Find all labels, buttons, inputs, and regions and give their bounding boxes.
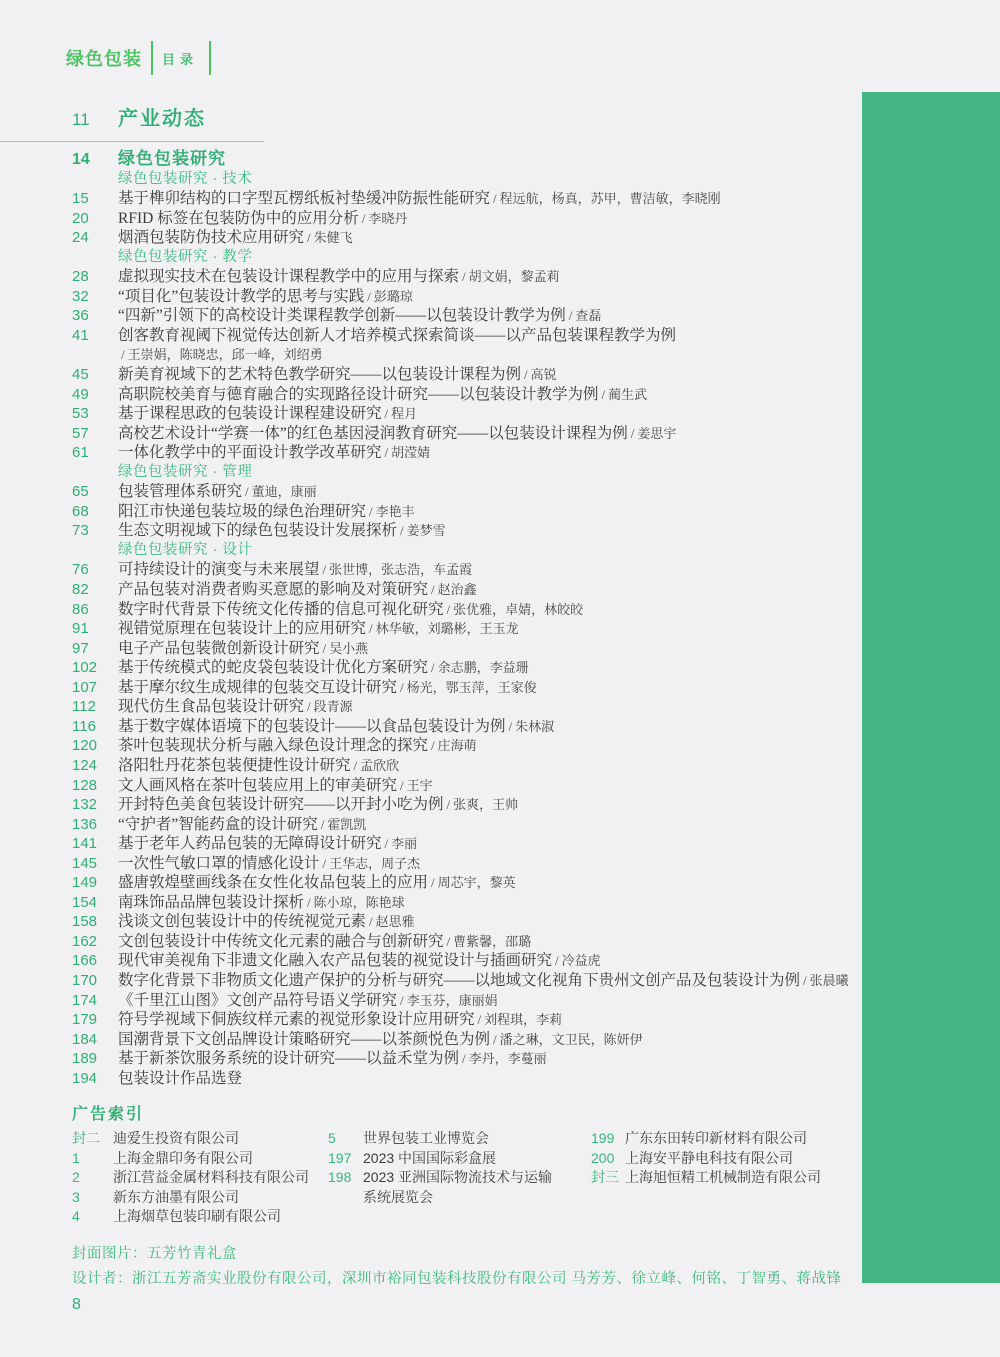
toc-entry-authors: 王华志，周子杰 (329, 855, 421, 871)
toc-author-separator: / (555, 953, 559, 969)
toc-entry (72, 658, 872, 678)
ad-company-name: 上海旭恒精工机械制造有限公司 (625, 1169, 821, 1186)
toc-entry (72, 209, 872, 229)
toc-entry (72, 189, 872, 209)
toc-author-separator: / (803, 972, 807, 988)
toc-entry-authors: 程远航，杨真，苏甲，曹洁敏，李晓刚 (499, 191, 721, 207)
ad-index-column-2 (328, 1129, 590, 1207)
toc-entry (72, 560, 872, 580)
toc-author-separator: / (322, 562, 327, 578)
toc-author-separator: / (431, 875, 435, 891)
toc-entry (72, 893, 872, 913)
toc-page-number: 73 (72, 522, 89, 540)
toc-entry (72, 1069, 872, 1089)
toc-entry-title: 基于榫卯结构的口字型瓦楞纸板衬垫缓冲防振性能研究 (118, 190, 491, 208)
toc-author-separator: / (400, 992, 404, 1008)
toc-entry-authors: 冷益虎 (561, 953, 601, 969)
toc-entry-authors: 林华敏，刘璐彬，王玉龙 (375, 621, 519, 637)
toc-entry (72, 639, 872, 659)
toc-entry (72, 932, 872, 952)
toc-page-number: 170 (72, 971, 98, 989)
toc-entry-authors: 赵思雅 (375, 914, 415, 930)
toc-entry-authors: 赵治鑫 (437, 582, 477, 598)
toc-page-number: 158 (72, 913, 98, 931)
ad-company-name: 系统展览会 (363, 1188, 433, 1205)
toc-subsection-title: 绿色包装研究 · 管理 (118, 463, 253, 480)
toc-page-number: 57 (72, 424, 89, 442)
toc-page-number: 112 (72, 698, 96, 716)
toc-author-separator: / (367, 288, 371, 304)
toc-entry-title: 浅谈文创包装设计中的传统视觉元素 (118, 913, 367, 931)
toc-page-number: 132 (72, 796, 98, 814)
toc-entry-title: 基于新茶饮服务系统的设计研究——以益禾堂为例 (118, 1050, 460, 1068)
toc-author-separator: / (369, 914, 373, 930)
toc-author-separator: / (462, 269, 466, 285)
ad-page-number: 197 (328, 1149, 352, 1166)
toc-entry-title: 包装设计作品选登 (118, 1069, 243, 1087)
toc-entry-authors: 李丽 (391, 836, 418, 852)
toc-page-number: 154 (72, 893, 98, 911)
toc-entry (72, 228, 872, 248)
toc-entry-authors: 董迪，康丽 (251, 484, 317, 500)
toc-entry-authors: 张世博，张志浩，车孟霞 (329, 562, 473, 578)
right-green-block (862, 92, 1000, 1283)
toc-entry-authors: 程月 (391, 406, 418, 422)
toc-page-number: 189 (72, 1050, 98, 1068)
toc-entry-title: 南珠饰品品牌包装设计探析 (118, 893, 305, 911)
ad-company-name: 2023 亚洲国际物流技术与运输 (363, 1169, 553, 1186)
toc-entry-title: 视错觉原理在包装设计上的应用研究 (118, 620, 367, 638)
toc-entry (72, 267, 872, 287)
ad-page-number: 封二 (72, 1130, 100, 1146)
toc-author-separator: / (369, 503, 373, 519)
toc-entry-authors: 周芯宇，黎英 (437, 875, 516, 891)
toc-entry-title: 产品包装对消费者购买意愿的影响及对策研究 (118, 581, 429, 599)
toc-entry (72, 736, 872, 756)
toc-entry-authors: 王宇 (406, 777, 433, 793)
toc-entry-authors-line (72, 345, 872, 365)
toc-page-number: 15 (72, 190, 89, 208)
toc-entry-title: 数字化背景下非物质文化遗产保护的分析与研究——以地域文化视角下贵州文创产品及包装设计为例 (118, 971, 801, 989)
toc-entry-authors: 蔺生武 (608, 386, 648, 402)
ad-index-row (591, 1168, 891, 1188)
toc-page-number: 11 (72, 110, 90, 129)
toc-entry-authors: 陈小琼，陈艳球 (313, 894, 405, 910)
toc-page-number: 36 (72, 307, 89, 325)
toc-entry-authors: 胡文娟，黎孟莉 (468, 269, 560, 285)
ad-page-number: 3 (72, 1188, 80, 1205)
toc-entry (72, 834, 872, 854)
toc-page-number: 145 (72, 854, 98, 872)
ad-index-title: 广告索引 (72, 1106, 145, 1123)
toc-entry-authors: 查磊 (575, 308, 602, 324)
toc-author-separator: / (400, 679, 404, 695)
toc-subsection (72, 170, 872, 190)
toc-entry-authors: 杨光，鄂玉萍，王家俊 (406, 679, 537, 695)
toc-page-number: 68 (72, 502, 89, 520)
toc-page-number: 166 (72, 952, 98, 970)
toc-author-separator: / (493, 191, 497, 207)
ad-page-number: 2 (72, 1169, 80, 1186)
ad-page-number: 198 (328, 1169, 352, 1186)
toc-entry (72, 404, 872, 424)
toc-author-separator: / (400, 777, 404, 793)
toc-page-number: 102 (72, 659, 98, 677)
toc-entry-title: 基于摩尔纹生成规律的包装交互设计研究 (118, 678, 398, 696)
toc-entry-authors: 霍凯凯 (327, 816, 367, 832)
ad-index-column-3 (591, 1129, 891, 1188)
toc-entry (72, 873, 872, 893)
toc-page-number: 45 (72, 366, 89, 384)
toc-author-separator: / (322, 855, 327, 871)
toc-entry (72, 326, 872, 346)
toc-entry-title: 基于传统模式的蛇皮袋包装设计优化方案研究 (118, 659, 429, 677)
toc-entry (72, 502, 872, 522)
ad-page-number: 5 (328, 1130, 336, 1146)
toc-page-number: 116 (72, 717, 96, 735)
toc-subsection (72, 541, 872, 561)
toc-section-title: 产业动态 (118, 108, 206, 130)
masthead (66, 38, 220, 78)
toc-author-separator: / (524, 367, 528, 383)
toc-page-number: 53 (72, 405, 89, 423)
toc-page-number: 24 (72, 229, 89, 247)
toc-author-separator: / (493, 1031, 497, 1047)
ad-page-number: 199 (591, 1130, 615, 1146)
toc-author-separator: / (121, 347, 125, 363)
toc-page-number: 20 (72, 209, 89, 227)
toc-entry (72, 521, 872, 541)
toc-entry (72, 306, 872, 326)
toc-author-separator: / (431, 660, 435, 676)
toc-entry (72, 678, 872, 698)
toc-entry-title: “守护者”智能药盒的设计研究 (118, 815, 318, 833)
ad-index-row (328, 1168, 590, 1188)
toc-entry-title: 烟酒包装防伪技术应用研究 (118, 229, 305, 247)
toc-section (72, 148, 872, 170)
toc-entry-authors: 李晓丹 (368, 210, 408, 226)
toc-author-separator: / (446, 797, 451, 813)
toc-entry-title: 电子产品包装微创新设计研究 (118, 639, 320, 657)
toc-subsection-title: 绿色包装研究 · 教学 (118, 248, 253, 265)
magazine-logo: 绿色包装 (66, 49, 142, 69)
toc-author-separator: / (446, 933, 451, 949)
section-divider-rule (0, 141, 264, 142)
toc-entry-title: 高校艺术设计“学赛一体”的红色基因浸润教育研究——以包装设计课程为例 (118, 424, 628, 442)
logo-divider-right (209, 41, 211, 75)
toc-entry (72, 854, 872, 874)
toc-entry-title: 基于数字媒体语境下的包装设计——以食品包装设计为例 (118, 717, 506, 735)
ad-index-row (328, 1149, 590, 1169)
toc-entry-title: 盛唐敦煌壁画线条在女性化妆品包装上的应用 (118, 874, 429, 892)
toc-author-separator: / (568, 308, 573, 324)
toc-subsection-title: 绿色包装研究 · 技术 (118, 170, 253, 187)
toc-page-number: 120 (72, 737, 98, 755)
ad-company-name: 浙江营益金属材料科技有限公司 (113, 1169, 309, 1186)
toc-entry (72, 717, 872, 737)
toc-entry-title: 一体化教学中的平面设计教学改革研究 (118, 444, 382, 462)
ad-company-name: 上海烟草包装印刷有限公司 (113, 1208, 281, 1225)
toc-entry (72, 600, 872, 620)
toc-entry (72, 1030, 872, 1050)
toc-author-separator: / (353, 757, 358, 773)
toc-entry-authors: 高锐 (530, 367, 557, 383)
toc-entry-authors: 李玉芬，康丽娟 (406, 992, 498, 1008)
toc-entry-authors: 余志鹏，李益珊 (437, 660, 529, 676)
toc-page-number: 82 (72, 581, 89, 599)
toc-entry-title: 现代审美视角下非遗文化融入农产品包装的视觉设计与插画研究 (118, 952, 553, 970)
ad-page-number: 4 (72, 1208, 80, 1225)
toc-entry-title: 开封特色美食包装设计研究——以开封小吃为例 (118, 796, 444, 814)
toc-page-number: 49 (72, 385, 89, 403)
ad-index-row (72, 1168, 330, 1188)
toc-entry-title: 现代仿生食品包装设计研究 (118, 698, 305, 716)
toc-page-number: 14 (72, 151, 90, 168)
toc-entry (72, 912, 872, 932)
toc-author-separator: / (431, 582, 435, 598)
toc-entry-authors: 曹紫馨，邵璐 (453, 933, 532, 949)
toc-entry-authors: 朱健飞 (313, 230, 353, 246)
toc-page-number: 107 (72, 678, 98, 696)
toc-entry-title: 洛阳牡丹花茶包装便捷性设计研究 (118, 756, 351, 774)
contents-label: 目录 (162, 51, 199, 67)
toc-page-number: 86 (72, 600, 89, 618)
toc-page-number: 97 (72, 639, 89, 657)
toc-entry-authors: 吴小燕 (329, 640, 369, 656)
toc-author-separator: / (384, 406, 389, 422)
toc-entry-title: 新美育视域下的艺术特色教学研究——以包装设计课程为例 (118, 366, 522, 384)
toc-page-number: 91 (72, 620, 89, 638)
toc-entry-authors: 李艳丰 (375, 503, 415, 519)
ad-index-row (591, 1129, 891, 1149)
toc-entry-title: 文人画风格在茶叶包装应用上的审美研究 (118, 776, 398, 794)
toc-entry-authors: 朱林淑 (515, 718, 555, 734)
ad-page-number: 封三 (591, 1169, 619, 1186)
toc-page-number: 162 (72, 932, 98, 950)
ad-index-row (72, 1207, 330, 1227)
toc-author-separator: / (477, 1012, 482, 1028)
toc-entry (72, 795, 872, 815)
toc-author-separator: / (361, 210, 366, 226)
cover-image-caption: 封面图片：五芳竹青礼盒 (72, 1246, 237, 1262)
toc-entry-title: 阳江市快递包装垃圾的绿色治理研究 (118, 502, 367, 520)
ad-index-row (72, 1188, 330, 1208)
toc-author-separator: / (400, 523, 404, 539)
ad-index-row (328, 1188, 590, 1208)
logo-divider-left (151, 41, 153, 75)
ad-company-name: 迪爱生投资有限公司 (113, 1130, 239, 1146)
toc-entry-authors: 潘之琳，文卫民，陈妍伊 (499, 1031, 643, 1047)
toc-entry (72, 619, 872, 639)
ad-company-name: 新东方油墨有限公司 (113, 1188, 239, 1205)
toc-entry-title: RFID 标签在包装防伪中的应用分析 (118, 209, 359, 227)
toc-page-number: 28 (72, 268, 89, 286)
toc-author-separator: / (369, 621, 373, 637)
toc-entry-authors: 张爽，王帅 (453, 797, 519, 813)
ad-company-name: 2023 中国国际彩盒展 (363, 1149, 497, 1166)
toc-author-separator: / (601, 386, 606, 402)
ad-index-row (72, 1149, 330, 1169)
toc-author-separator: / (307, 230, 311, 246)
toc-entry-authors: 李丹，李蔓丽 (468, 1051, 547, 1067)
toc-entry-title: 可持续设计的演变与未来展望 (118, 561, 320, 579)
toc-page-number: 41 (72, 326, 89, 344)
ad-page-number: 200 (591, 1149, 615, 1166)
toc-entry-title: 包装管理体系研究 (118, 483, 243, 501)
toc-entry-title: 基于课程思政的包装设计课程建设研究 (118, 405, 382, 423)
page-number: 8 (72, 1296, 81, 1313)
toc-entry-authors: 彭璐琼 (373, 288, 413, 304)
toc-entry (72, 424, 872, 444)
ad-page-number: 1 (72, 1149, 80, 1166)
toc-page-number: 141 (72, 835, 98, 853)
ad-company-name: 广东东田转印新材料有限公司 (625, 1130, 807, 1146)
toc-author-separator: / (245, 484, 249, 500)
toc-entry (72, 287, 872, 307)
toc-entry-title: “四新”引领下的高校设计类课程教学创新——以包装设计教学为例 (118, 307, 566, 325)
ad-index-row (72, 1129, 330, 1149)
toc-author-separator: / (320, 816, 325, 832)
toc-entry-authors: 张优雅，卓婧，林皎皎 (453, 601, 584, 617)
toc-page-number: 136 (72, 815, 98, 833)
toc-list (72, 148, 872, 1088)
toc-page-number: 174 (72, 991, 98, 1009)
toc-entry-authors: 张晨曦 (809, 972, 849, 988)
toc-entry (72, 697, 872, 717)
toc-subsection-title: 绿色包装研究 · 设计 (118, 541, 253, 558)
toc-entry-authors: 孟欣欣 (360, 757, 400, 773)
toc-entry (72, 1049, 872, 1069)
toc-entry (72, 991, 872, 1011)
toc-entry-title: 符号学视域下侗族纹样元素的视觉形象设计应用研究 (118, 1011, 475, 1029)
toc-entry-title: 创客教育视阈下视觉传达创新人才培养模式探索简谈——以产品包装课程教学为例 (118, 326, 677, 344)
toc-entry-title: 数字时代背景下传统文化传播的信息可视化研究 (118, 600, 444, 618)
ad-company-name: 上海金鼎印务有限公司 (113, 1149, 253, 1166)
toc-subsection (72, 248, 872, 268)
toc-page-number: 61 (72, 444, 89, 462)
toc-entry (72, 971, 872, 991)
toc-page-number: 179 (72, 1011, 98, 1029)
toc-author-separator: / (462, 1051, 466, 1067)
toc-author-separator: / (446, 601, 451, 617)
toc-author-separator: / (307, 699, 311, 715)
toc-entry-title: 高职院校美育与德育融合的实现路径设计研究——以包装设计教学为例 (118, 385, 599, 403)
toc-page-number: 76 (72, 561, 89, 579)
toc-entry-authors: 王崇娟，陈晓忠，邱一峰，刘绍勇 (127, 347, 323, 363)
toc-entry-title: 文创包装设计中传统文化元素的融合与创新研究 (118, 932, 444, 950)
toc-page-number: 32 (72, 287, 89, 305)
toc-entry (72, 756, 872, 776)
toc-entry (72, 443, 872, 463)
toc-page-number: 65 (72, 483, 89, 501)
toc-entry-title: 虚拟现实技术在包装设计课程教学中的应用与探索 (118, 268, 460, 286)
toc-entry-authors: 庄海萌 (437, 738, 477, 754)
toc-entry (72, 365, 872, 385)
toc-entry (72, 482, 872, 502)
toc-author-separator: / (630, 425, 635, 441)
toc-author-separator: / (384, 836, 389, 852)
toc-section-industry-news (72, 106, 206, 133)
toc-page-number: 128 (72, 776, 98, 794)
toc-entry (72, 815, 872, 835)
toc-subsection (72, 463, 872, 483)
toc-author-separator: / (384, 445, 389, 461)
toc-entry-title: 生态文明视域下的绿色包装设计发展探析 (118, 522, 398, 540)
toc-entry-title: “项目化”包装设计教学的思考与实践 (118, 287, 365, 305)
toc-author-separator: / (431, 738, 435, 754)
toc-author-separator: / (322, 640, 327, 656)
toc-page-number: 149 (72, 874, 98, 892)
toc-section-title: 绿色包装研究 (118, 149, 226, 168)
ad-company-name: 世界包装工业博览会 (363, 1130, 489, 1146)
toc-entry-authors: 姜梦雪 (406, 523, 446, 539)
toc-entry (72, 385, 872, 405)
toc-author-separator: / (508, 718, 513, 734)
toc-entry (72, 776, 872, 796)
toc-entry-title: 国潮背景下文创品牌设计策略研究——以茶颜悦色为例 (118, 1030, 491, 1048)
toc-entry-title: 《千里江山图》文创产品符号语义学研究 (118, 991, 398, 1009)
toc-entry-authors: 姜思宇 (637, 425, 677, 441)
toc-entry (72, 1010, 872, 1030)
toc-entry (72, 951, 872, 971)
toc-author-separator: / (307, 894, 311, 910)
toc-entry-authors: 刘程琪，李莉 (484, 1012, 563, 1028)
ad-index-row (591, 1149, 891, 1169)
toc-entry-authors: 段青源 (313, 699, 353, 715)
toc-entry (72, 580, 872, 600)
toc-entry-title: 茶叶包装现状分析与融入绿色设计理念的探究 (118, 737, 429, 755)
toc-page-number: 184 (72, 1030, 98, 1048)
ad-index-row (328, 1129, 590, 1149)
ad-company-name: 上海安平静电科技有限公司 (625, 1149, 793, 1166)
toc-entry-title: 一次性气敏口罩的情感化设计 (118, 854, 320, 872)
toc-page-number: 194 (72, 1069, 98, 1087)
toc-entry-authors: 胡滢婧 (391, 445, 431, 461)
toc-page-number: 124 (72, 756, 98, 774)
toc-entry-title: 基于老年人药品包装的无障碍设计研究 (118, 835, 382, 853)
designer-credit: 设计者：浙江五芳斋实业股份有限公司，深圳市裕同包装科技股份有限公司 马芳芳、徐立峰、何铭、丁智勇、蒋战锋 (72, 1271, 842, 1287)
ad-index-column-1 (72, 1129, 330, 1227)
